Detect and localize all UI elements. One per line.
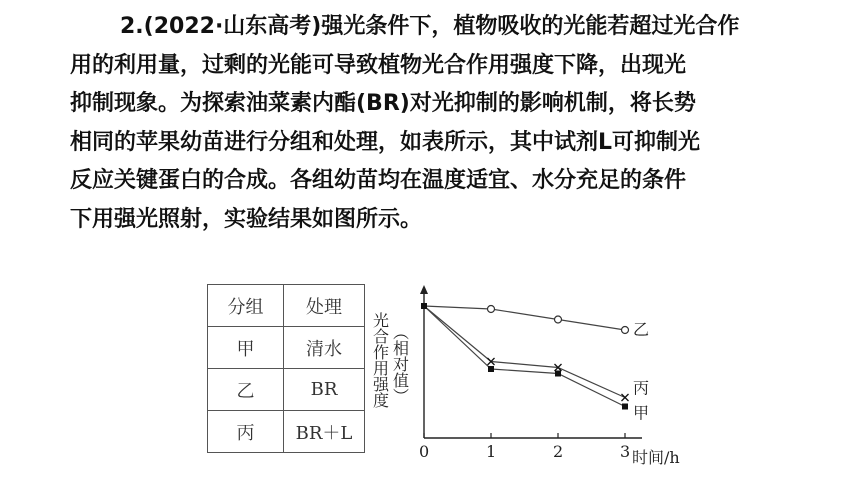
- table-cell-group: 乙: [208, 369, 284, 411]
- table-row: [208, 327, 365, 369]
- table-cell-group: 甲: [208, 327, 284, 369]
- data-point: [622, 394, 629, 401]
- table-row: [208, 369, 365, 411]
- series-line: [424, 306, 625, 398]
- series-label: 丙: [633, 378, 650, 398]
- x-tick-label: 1: [486, 442, 497, 461]
- table-cell-treatment: 清水: [284, 327, 365, 369]
- data-point: [622, 404, 628, 410]
- series-line: [424, 306, 625, 330]
- data-point: [555, 316, 562, 323]
- data-point: [555, 371, 561, 377]
- x-tick-label: 0: [419, 442, 430, 461]
- question-line: 下用强光照射，实验结果如图所示。: [70, 206, 423, 232]
- series-line: [424, 306, 625, 407]
- question-text: [70, 8, 810, 239]
- series-label: 甲: [633, 403, 650, 423]
- table-row: [208, 411, 365, 453]
- table-cell-treatment: BR＋L: [284, 411, 365, 453]
- question-line: 抑制现象。为探索油菜素内酯(BR)对光抑制的影响机制，将长势: [70, 91, 696, 116]
- data-point: [622, 327, 629, 334]
- data-point: [488, 366, 494, 372]
- x-axis-label: 时间/h: [632, 448, 680, 467]
- data-point-start: [421, 303, 427, 309]
- x-tick-label: 3: [620, 442, 631, 461]
- question-line: 2.(2022·山东高考)强光条件下，植物吸收的光能若超过光合作: [120, 14, 740, 39]
- series-label: 乙: [633, 320, 650, 339]
- table-cell-treatment: BR: [284, 369, 365, 411]
- x-tick-label: 2: [553, 442, 564, 461]
- treatment-table: [207, 284, 365, 453]
- y-axis-arrow: [420, 285, 428, 294]
- y-axis-label: 光合作用强度: [370, 312, 390, 408]
- table-cell-group: 丙: [208, 411, 284, 453]
- question-line: 反应关键蛋白的合成。各组幼苗均在温度适宜、水分充足的条件: [70, 168, 687, 193]
- data-point: [488, 306, 495, 313]
- y-axis-unit: （相对值）: [390, 324, 410, 404]
- photosynthesis-chart: [360, 282, 700, 472]
- header-group: 分组: [208, 285, 284, 327]
- table-header-row: [208, 285, 365, 327]
- header-treatment: 处理: [284, 285, 365, 327]
- question-line: 相同的苹果幼苗进行分组和处理，如表所示，其中试剂L可抑制光: [70, 129, 701, 155]
- question-line: 用的利用量，过剩的光能可导致植物光合作用强度下降，出现光: [70, 52, 687, 78]
